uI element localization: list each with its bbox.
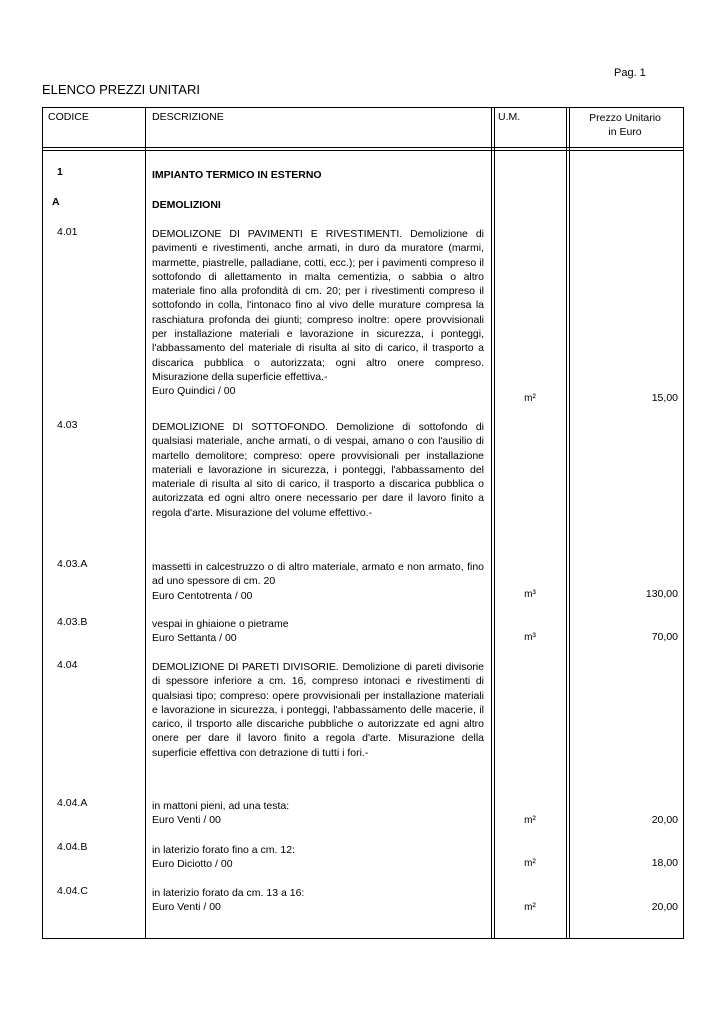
section-title: IMPIANTO TERMICO IN ESTERNO: [152, 169, 322, 181]
item-description-text: massetti in calcestruzzo o di altro materiale, armato e non armato, fino ad uno spessore di cm. 20: [152, 561, 484, 588]
item-unit: m²: [524, 858, 536, 869]
item-code: 4.04: [57, 659, 78, 671]
item-price: 20,00: [651, 901, 678, 913]
column-divider-code: [145, 107, 146, 939]
item-price: 20,00: [651, 814, 678, 826]
item-price: 70,00: [651, 631, 678, 643]
item-description-text: DEMOLIZIONE DI PARETI DIVISORIE. Demolizione di pareti divisorie di spessore inferiore a cm. 16, compreso intonaci e rivestimenti di qualsiasi tipo; compreso: opere provvisionali per installazione materiali e lavorazione in sicurezza, i ponteggi, l'abbassamento delle macerie, il carico, il trsporto alle discariche pubbliche o autorizzate ed agni altro onere per dare il lavoro finito a regola d'arte. Misurazione della superficie effettiva con detrazione di tutti i fori.-: [152, 661, 484, 759]
section-code: A: [52, 196, 60, 208]
item-price-text: Euro Venti / 00: [152, 901, 221, 914]
item-unit: m²: [524, 393, 536, 404]
header-price: [570, 111, 680, 139]
header-price-line2: in Euro: [608, 126, 642, 138]
item-code: 4.03.A: [57, 558, 88, 570]
header-code: CODICE: [48, 111, 89, 123]
header-unit: U.M.: [498, 111, 521, 123]
column-divider-unit-a: [566, 107, 567, 939]
item-description: [152, 660, 484, 760]
item-unit: m³: [524, 632, 536, 643]
item-description: [152, 560, 484, 603]
item-description-text: DEMOLIZIONE DI SOTTOFONDO. Demolizione di sottofondo di qualsiasi materiale, anche armati, o di vespai, amano o con l'ausilio di martello demolitore; compreso: opere provvisionali per installazione materiali e lavorazione in sicurezza, i ponteggi, l'abbassamento del materiale di risulta al sito di carico, il trasporto a discarica pubblica o autorizzata ed ogni altro onere necessario per dare il lavoro finito a regola d'arte. Misurazione del volume effettivo.-: [152, 421, 484, 519]
item-code: 4.01: [57, 226, 78, 238]
item-price-text: Euro Centotrenta / 00: [152, 589, 253, 602]
header-price-line1: Prezzo Unitario: [589, 112, 661, 124]
item-unit: m²: [524, 815, 536, 826]
item-description: [152, 886, 484, 915]
item-unit: m³: [524, 589, 536, 600]
item-description: [152, 799, 484, 828]
item-code: 4.04.A: [57, 797, 88, 809]
item-description-text: in laterizio forato da cm. 13 a 16:: [152, 887, 305, 899]
item-price-text: Euro Diciotto / 00: [152, 858, 233, 871]
item-price-text: Euro Settanta / 00: [152, 632, 237, 645]
item-code: 4.04.C: [57, 885, 88, 897]
item-description: [152, 617, 484, 646]
item-code: 4.03: [57, 419, 78, 431]
column-divider-desc-a: [491, 107, 492, 939]
item-unit: m²: [524, 902, 536, 913]
item-price: 18,00: [651, 857, 678, 869]
header-rule-double: [42, 150, 684, 151]
header-rule: [42, 147, 684, 148]
item-description: [152, 843, 484, 872]
item-code: 4.03.B: [57, 616, 88, 628]
section-title: DEMOLIZIONI: [152, 199, 221, 211]
item-price-text: Euro Quindici / 00: [152, 385, 236, 398]
item-description-text: DEMOLIZONE DI PAVIMENTI E RIVESTIMENTI. Demolizione di pavimenti e rivestimenti, anche armati, in duro da muratore (marmi, marmette, piastrelle, palladiane, cotti, ecc.); per i pavimenti compreso il sottofondo di allettamento in malta cementizia, o sabbia o altro materiale fino alla profondità di cm. 20; per i rivestimenti compreso il sottofondo in colla, l'intonaco fino al vivo delle murature compresa la raschiatura profonda dei giunti; compreso inoltre: opere provvisionali per installazione materiali e lavorazione in sicurezza, i ponteggi, l'abbassamento del materiale di risulta al sito di carico, il trasporto a discarica pubblica o autorizzata; ogni altro onere compreso. Misurazione della superficie effettiva.-: [152, 228, 484, 383]
item-description-text: in mattoni pieni, ad una testa:: [152, 800, 290, 812]
item-description-text: vespai in ghiaione o pietrame: [152, 618, 289, 630]
item-description-text: in laterizio forato fino a cm. 12:: [152, 844, 295, 856]
page-number: Pag. 1: [614, 67, 646, 79]
item-price: 15,00: [651, 392, 678, 404]
item-code: 4.04.B: [57, 841, 88, 853]
item-description: [152, 420, 484, 520]
item-price-text: Euro Venti / 00: [152, 814, 221, 827]
document-title: ELENCO PREZZI UNITARI: [42, 82, 200, 97]
section-code: 1: [57, 166, 63, 178]
item-price: 130,00: [645, 588, 678, 600]
item-description: [152, 227, 484, 399]
header-description: DESCRIZIONE: [152, 111, 224, 123]
